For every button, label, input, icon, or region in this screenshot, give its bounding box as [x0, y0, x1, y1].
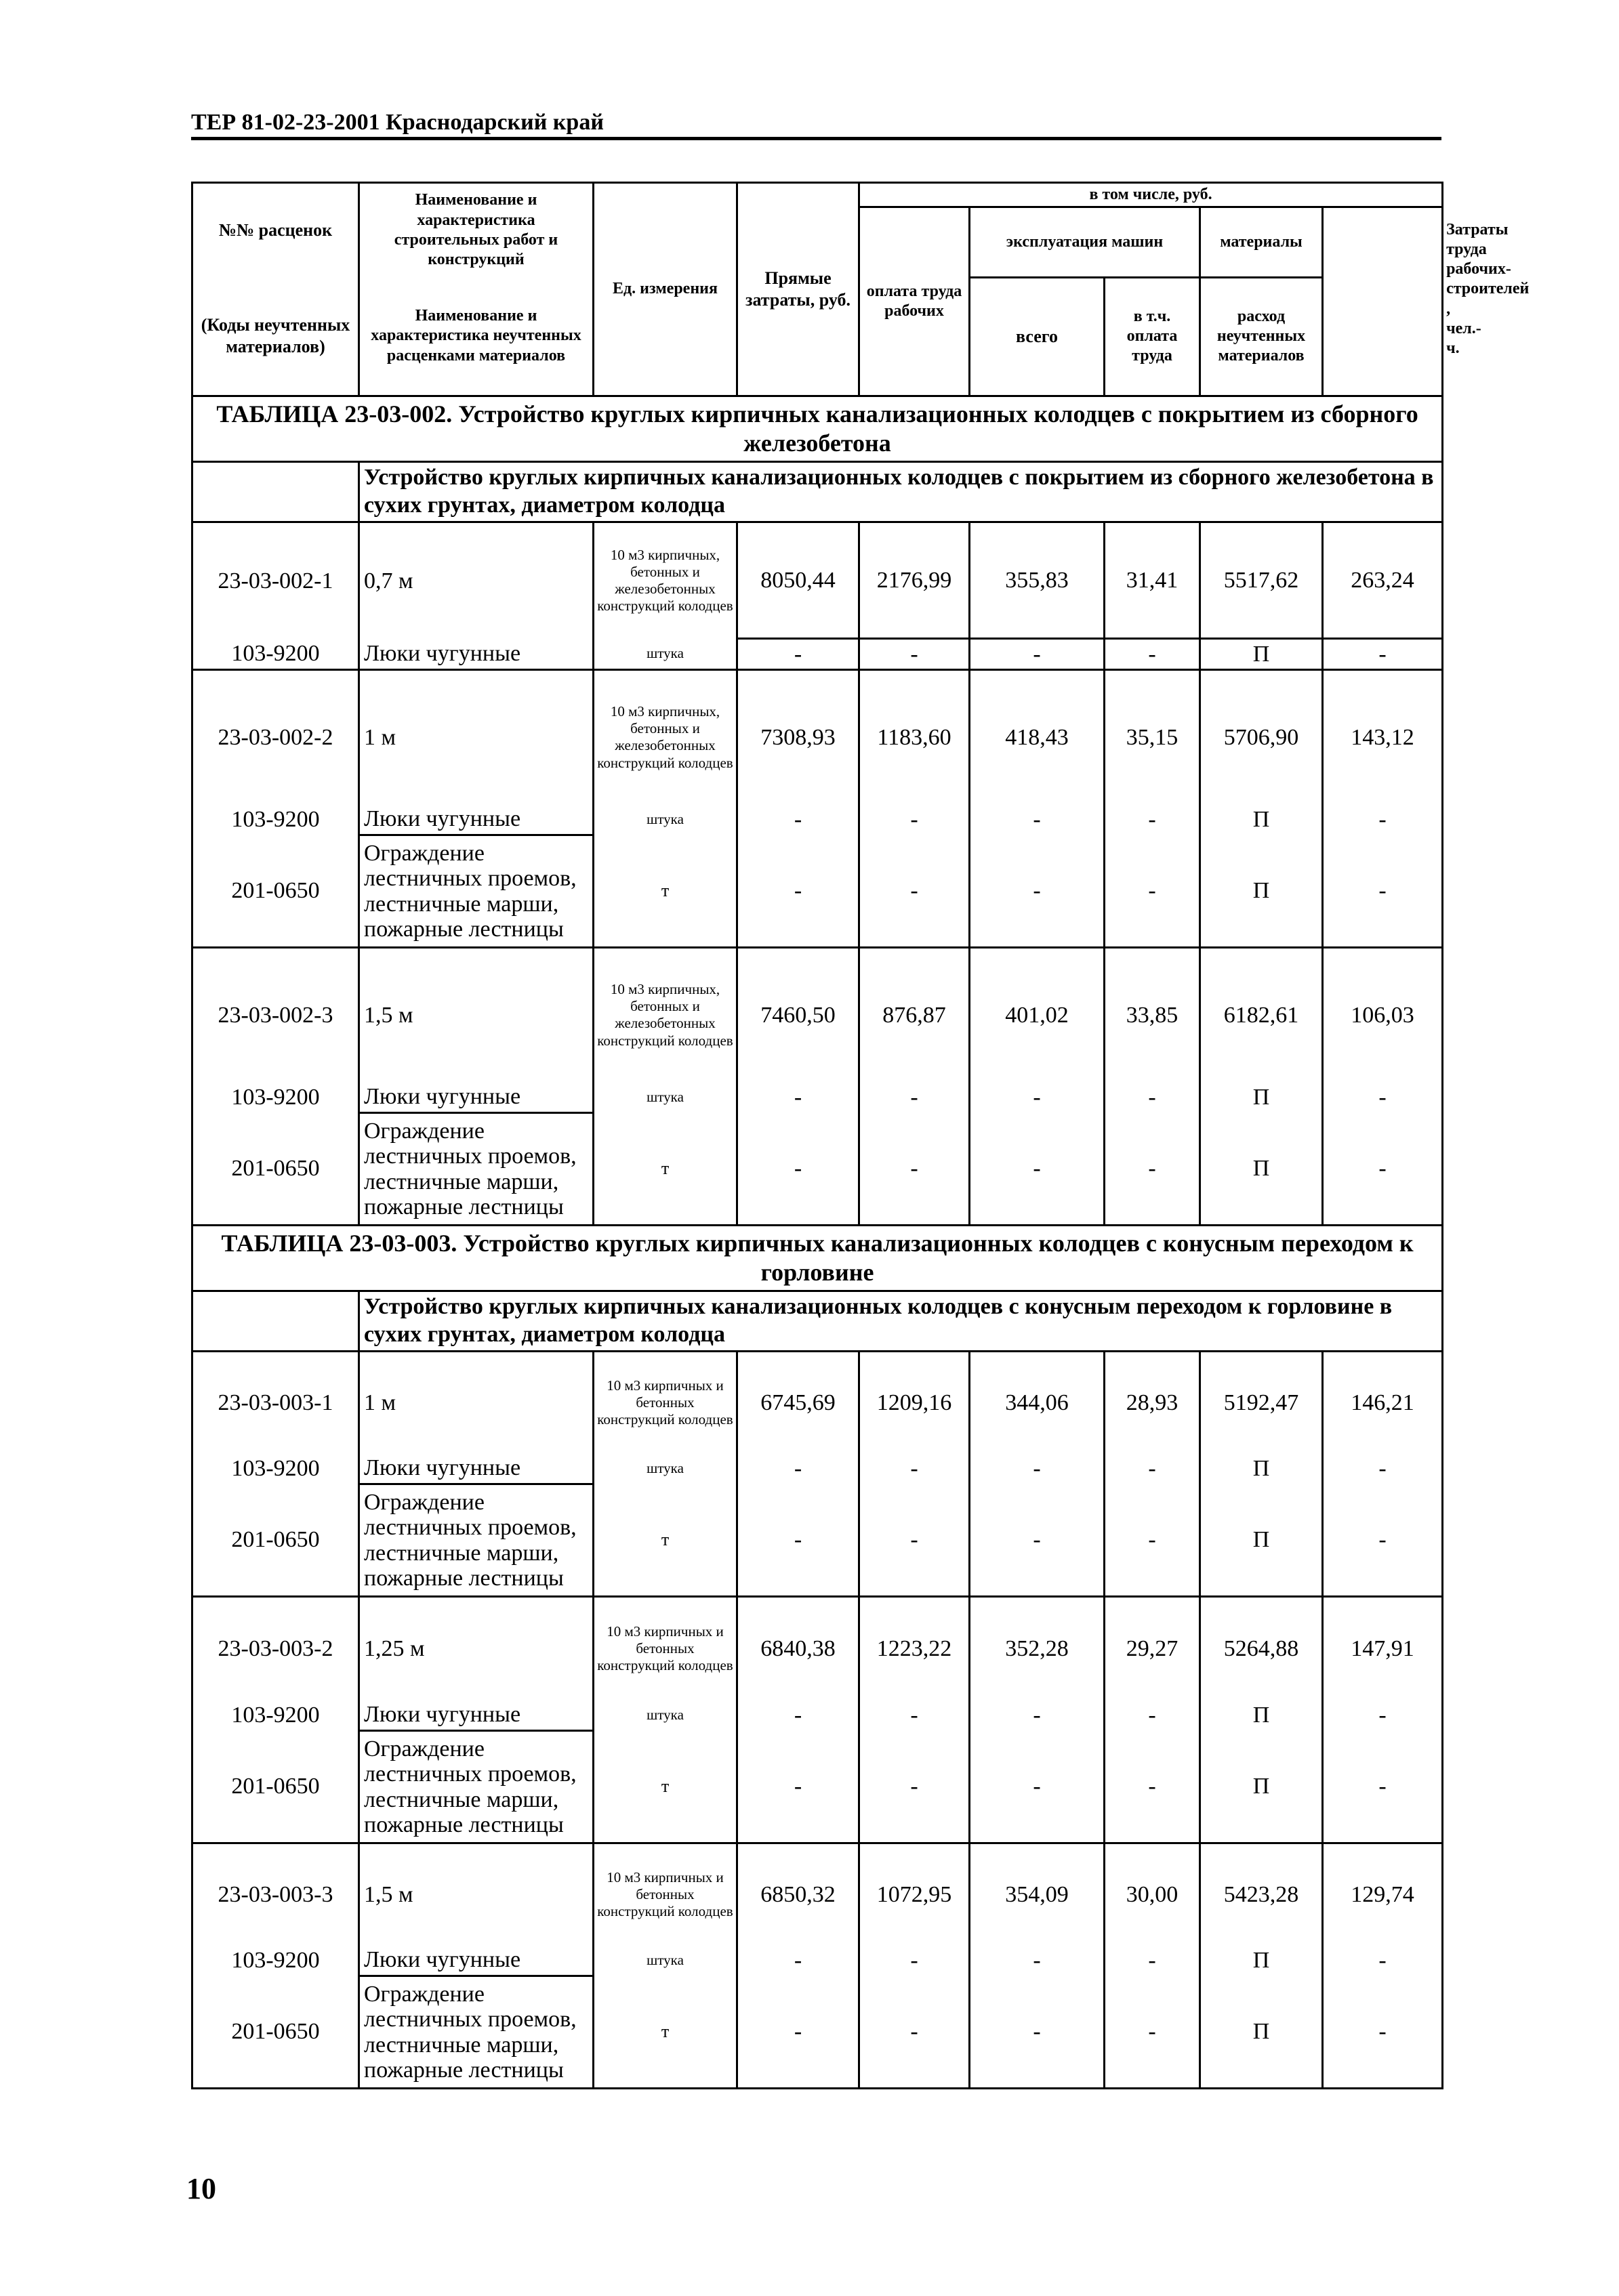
material-code: 201-0650	[192, 1484, 359, 1597]
col-code-bottom: (Коды неучтенных материалов)	[192, 277, 359, 396]
page-header: ТЕР 81-02-23-2001 Краснодарский край	[191, 110, 604, 135]
material-name: Люки чугунные	[359, 1453, 594, 1484]
material-mark: П	[1200, 804, 1323, 835]
material-name: Ограждение лестничных проемов, лестничные марши, пожарные лестницы	[359, 835, 594, 948]
material-name: Ограждение лестничных проемов, лестничные марши, пожарные лестницы	[359, 1731, 594, 1843]
material-unit: штука	[594, 1082, 737, 1113]
material-name: Ограждение лестничных проемов, лестничные марши, пожарные лестницы	[359, 1976, 594, 2089]
material-code: 201-0650	[192, 1731, 359, 1843]
material-code: 201-0650	[192, 1113, 359, 1226]
rate-machines: 355,83	[970, 522, 1105, 638]
material-mark: П	[1200, 1700, 1323, 1731]
rate-wages: 1223,22	[859, 1597, 970, 1700]
material-unit: штука	[594, 1700, 737, 1731]
material-unit: т	[594, 1484, 737, 1597]
material-code: 201-0650	[192, 835, 359, 948]
rate-code: 23-03-002-3	[192, 948, 359, 1082]
rate-machines-wages: 29,27	[1105, 1597, 1200, 1700]
table2-subtitle: Устройство круглых кирпичных канализационных колодцев с конусным переходом к горловине в сухих грунтах, диаметром колодца	[359, 1291, 1443, 1352]
rate-code: 23-03-002-2	[192, 670, 359, 804]
rate-unit: 10 м3 кирпичных и бетонных конструкций колодцев	[594, 1843, 737, 1945]
rate-machines: 354,09	[970, 1843, 1105, 1945]
col-machines: эксплуатация машин	[970, 207, 1200, 277]
material-code: 103-9200	[192, 1945, 359, 1976]
rate-name: 1 м	[359, 670, 594, 804]
rate-direct: 6840,38	[737, 1597, 859, 1700]
rate-unit: 10 м3 кирпичных и бетонных конструкций колодцев	[594, 1597, 737, 1700]
rate-labor: 143,12	[1323, 670, 1443, 804]
rate-wages: 876,87	[859, 948, 970, 1082]
material-code: 103-9200	[192, 804, 359, 835]
material-unit: штука	[594, 638, 737, 669]
rate-unit: 10 м3 кирпичных, бетонных и железобетонных конструкций колодцев	[594, 522, 737, 638]
rate-name: 1 м	[359, 1352, 594, 1453]
rate-code: 23-03-003-2	[192, 1597, 359, 1700]
rate-materials: 5192,47	[1200, 1352, 1323, 1453]
rate-direct: 6745,69	[737, 1352, 859, 1453]
rate-machines: 344,06	[970, 1352, 1105, 1453]
rate-wages: 1183,60	[859, 670, 970, 804]
material-mark: П	[1200, 1082, 1323, 1113]
col-machines-wages: в т.ч. оплата труда	[1105, 277, 1200, 396]
rate-labor: 129,74	[1323, 1843, 1443, 1945]
col-unit: Ед. измерения	[594, 183, 737, 396]
material-unit: т	[594, 1113, 737, 1226]
rate-materials: 5423,28	[1200, 1843, 1323, 1945]
rate-machines: 352,28	[970, 1597, 1105, 1700]
rate-wages: 2176,99	[859, 522, 970, 638]
rate-materials: 5517,62	[1200, 522, 1323, 638]
rate-unit: 10 м3 кирпичных, бетонных и железобетонных конструкций колодцев	[594, 948, 737, 1082]
rate-machines-wages: 35,15	[1105, 670, 1200, 804]
material-unit: штука	[594, 1453, 737, 1484]
rate-code: 23-03-003-1	[192, 1352, 359, 1453]
rate-materials: 6182,61	[1200, 948, 1323, 1082]
material-name: Люки чугунные	[359, 1700, 594, 1731]
col-machines-total: всего	[970, 277, 1105, 396]
rate-direct: 7460,50	[737, 948, 859, 1082]
rate-unit: 10 м3 кирпичных и бетонных конструкций колодцев	[594, 1352, 737, 1453]
table2-title: ТАБЛИЦА 23-03-003. Устройство круглых кирпичных канализационных колодцев с конусным переходом к горловине	[192, 1226, 1443, 1291]
material-mark: П	[1200, 1731, 1323, 1843]
rate-code: 23-03-003-3	[192, 1843, 359, 1945]
material-name: Люки чугунные	[359, 1945, 594, 1976]
rate-name: 0,7 м	[359, 522, 594, 638]
rate-name: 1,5 м	[359, 1843, 594, 1945]
material-code: 103-9200	[192, 1700, 359, 1731]
material-mark: П	[1200, 1113, 1323, 1226]
rate-direct: 8050,44	[737, 522, 859, 638]
rate-machines: 401,02	[970, 948, 1105, 1082]
material-name: Люки чугунные	[359, 1082, 594, 1113]
material-code: 103-9200	[192, 638, 359, 669]
rate-wages: 1072,95	[859, 1843, 970, 1945]
col-direct: Прямые затраты, руб.	[737, 183, 859, 396]
rate-materials: 5264,88	[1200, 1597, 1323, 1700]
material-unit: т	[594, 835, 737, 948]
rate-materials: 5706,90	[1200, 670, 1323, 804]
rate-labor: 147,91	[1323, 1597, 1443, 1700]
rate-machines-wages: 31,41	[1105, 522, 1200, 638]
col-incl: в том числе, руб.	[859, 183, 1443, 207]
material-unit: штука	[594, 1945, 737, 1976]
material-name: Ограждение лестничных проемов, лестничные марши, пожарные лестницы	[359, 1113, 594, 1226]
material-code: 103-9200	[192, 1453, 359, 1484]
material-unit: т	[594, 1976, 737, 2089]
rate-machines-wages: 33,85	[1105, 948, 1200, 1082]
material-name: Люки чугунные	[359, 638, 594, 669]
rate-code: 23-03-002-1	[192, 522, 359, 638]
material-mark: П	[1200, 638, 1323, 669]
material-mark: П	[1200, 835, 1323, 948]
page-number: 10	[186, 2172, 216, 2205]
rate-machines: 418,43	[970, 670, 1105, 804]
rate-direct: 6850,32	[737, 1843, 859, 1945]
col-materials: материалы	[1200, 207, 1323, 277]
material-name: Люки чугунные	[359, 804, 594, 835]
material-unit: штука	[594, 804, 737, 835]
material-mark: П	[1200, 1976, 1323, 2089]
material-code: 201-0650	[192, 1976, 359, 2089]
material-name: Ограждение лестничных проемов, лестничные марши, пожарные лестницы	[359, 1484, 594, 1597]
material-mark: П	[1200, 1453, 1323, 1484]
rates-table: №№ расценок Наименование и характеристика строительных работ и конструкций Ед. измерения Прямые затраты, руб. в том числе, руб. Затраты труда рабочих-строителей , чел.-ч. оплата труда рабочих эксплуатация машин материалы (Коды неучтенных материалов) Наименование и характеристика неучтенных расценками материалов всего в т.ч. оплата труда расход неучтенных материалов ТАБЛИЦА 23-03-002. Устройство круглых кирпичных канализационных колодцев с покрытием из сборного железобетона Устройство круглых кирпичных канализационных колодцев с покрытием из сборного железобетона в сухих грунтах, диаметром колодца 23-03-002-1 0,7 м 10 м3 кирпичных, бетонных и железобетонных конструкций колодцев 8050,44 2176,99 355,83 31,41 5517,62 263,24 103-9200 Люки чугунные штука - - - - П - 23-03-002-2 1 м 10 м3 кирпичных, бетонных и железобетонных конструкций колодцев 7308,93 1183,60 418,43 35,15 5706,90 143,12 103-9200 Люки чугунные штука - - - - П - 201-0650 Ограждение лестничных проемов, лестничные марши, пожарные лестницы т - - - - П - 23-03-002-3 1,5 м 10 м3 кирпичных, бетонных и железобетонных конструкций колодцев 7460,50 876,87 401,02 33,85 6182,61 106,03 103-9200 Люки чугунные штука - - - - П - 201-0650 Ограждение лестничных проемов, лестничные марши, пожарные лестницы т - - - - П - ТАБЛИЦА 23-03-003. Устройство круглых кирпичных канализационных колодцев с конусным переходом к горловине Устройство круглых кирпичных канализационных колодцев с конусным переходом к горловине в сухих грунтах, диаметром колодца 23-03-003-1 1 м 10 м3 кирпичных и бетонных конструкций колодцев 6745,69 1209,16 344,06 28,93 5192,47 146,21 103-9200 Люки чугунные штука - - - - П - 201-0650 Ограждение лестничных проемов, лестничные марши, пожарные лестницы т - - - - П - 23-03-003-2 1,25 м 10 м3 кирпичных и бетонных конструкций колодцев 6840,38 1223,22 352,28 29,27 5264,88 147,91 103-9200 Люки чугунные штука - - - - П - 201-0650 Ограждение лестничных проемов, лестничные марши, пожарные лестницы т - - - - П - 23-03-003-3 1,5 м 10 м3 кирпичных и бетонных конструкций колодцев 6850,32 1072,95 354,09 30,00 5423,28 129,74 103-9200 Люки чугунные штука - - - - П - 201-0650 Ограждение лестничных проемов, лестничные марши, пожарные лестницы т - - - - П -	[191, 182, 1443, 2089]
col-name-top: Наименование и характеристика строительных работ и конструкций	[359, 183, 594, 278]
material-mark: П	[1200, 1945, 1323, 1976]
col-materials-sub: расход неучтенных материалов	[1200, 277, 1323, 396]
col-name-bottom: Наименование и характеристика неучтенных расценками материалов	[359, 277, 594, 396]
rate-name: 1,25 м	[359, 1597, 594, 1700]
material-unit: т	[594, 1731, 737, 1843]
rate-unit: 10 м3 кирпичных, бетонных и железобетонных конструкций колодцев	[594, 670, 737, 804]
rate-machines-wages: 28,93	[1105, 1352, 1200, 1453]
table1-subtitle: Устройство круглых кирпичных канализационных колодцев с покрытием из сборного железобетона в сухих грунтах, диаметром колодца	[359, 462, 1443, 522]
material-code: 103-9200	[192, 1082, 359, 1113]
rate-wages: 1209,16	[859, 1352, 970, 1453]
header-rule	[191, 137, 1441, 140]
col-wages: оплата труда рабочих	[859, 207, 970, 396]
material-mark: П	[1200, 1484, 1323, 1597]
rate-labor: 263,24	[1323, 522, 1443, 638]
table1-title: ТАБЛИЦА 23-03-002. Устройство круглых кирпичных канализационных колодцев с покрытием из сборного железобетона	[192, 396, 1443, 462]
rate-direct: 7308,93	[737, 670, 859, 804]
rate-labor: 146,21	[1323, 1352, 1443, 1453]
col-code-top: №№ расценок	[192, 183, 359, 278]
rate-machines-wages: 30,00	[1105, 1843, 1200, 1945]
rate-name: 1,5 м	[359, 948, 594, 1082]
rate-labor: 106,03	[1323, 948, 1443, 1082]
